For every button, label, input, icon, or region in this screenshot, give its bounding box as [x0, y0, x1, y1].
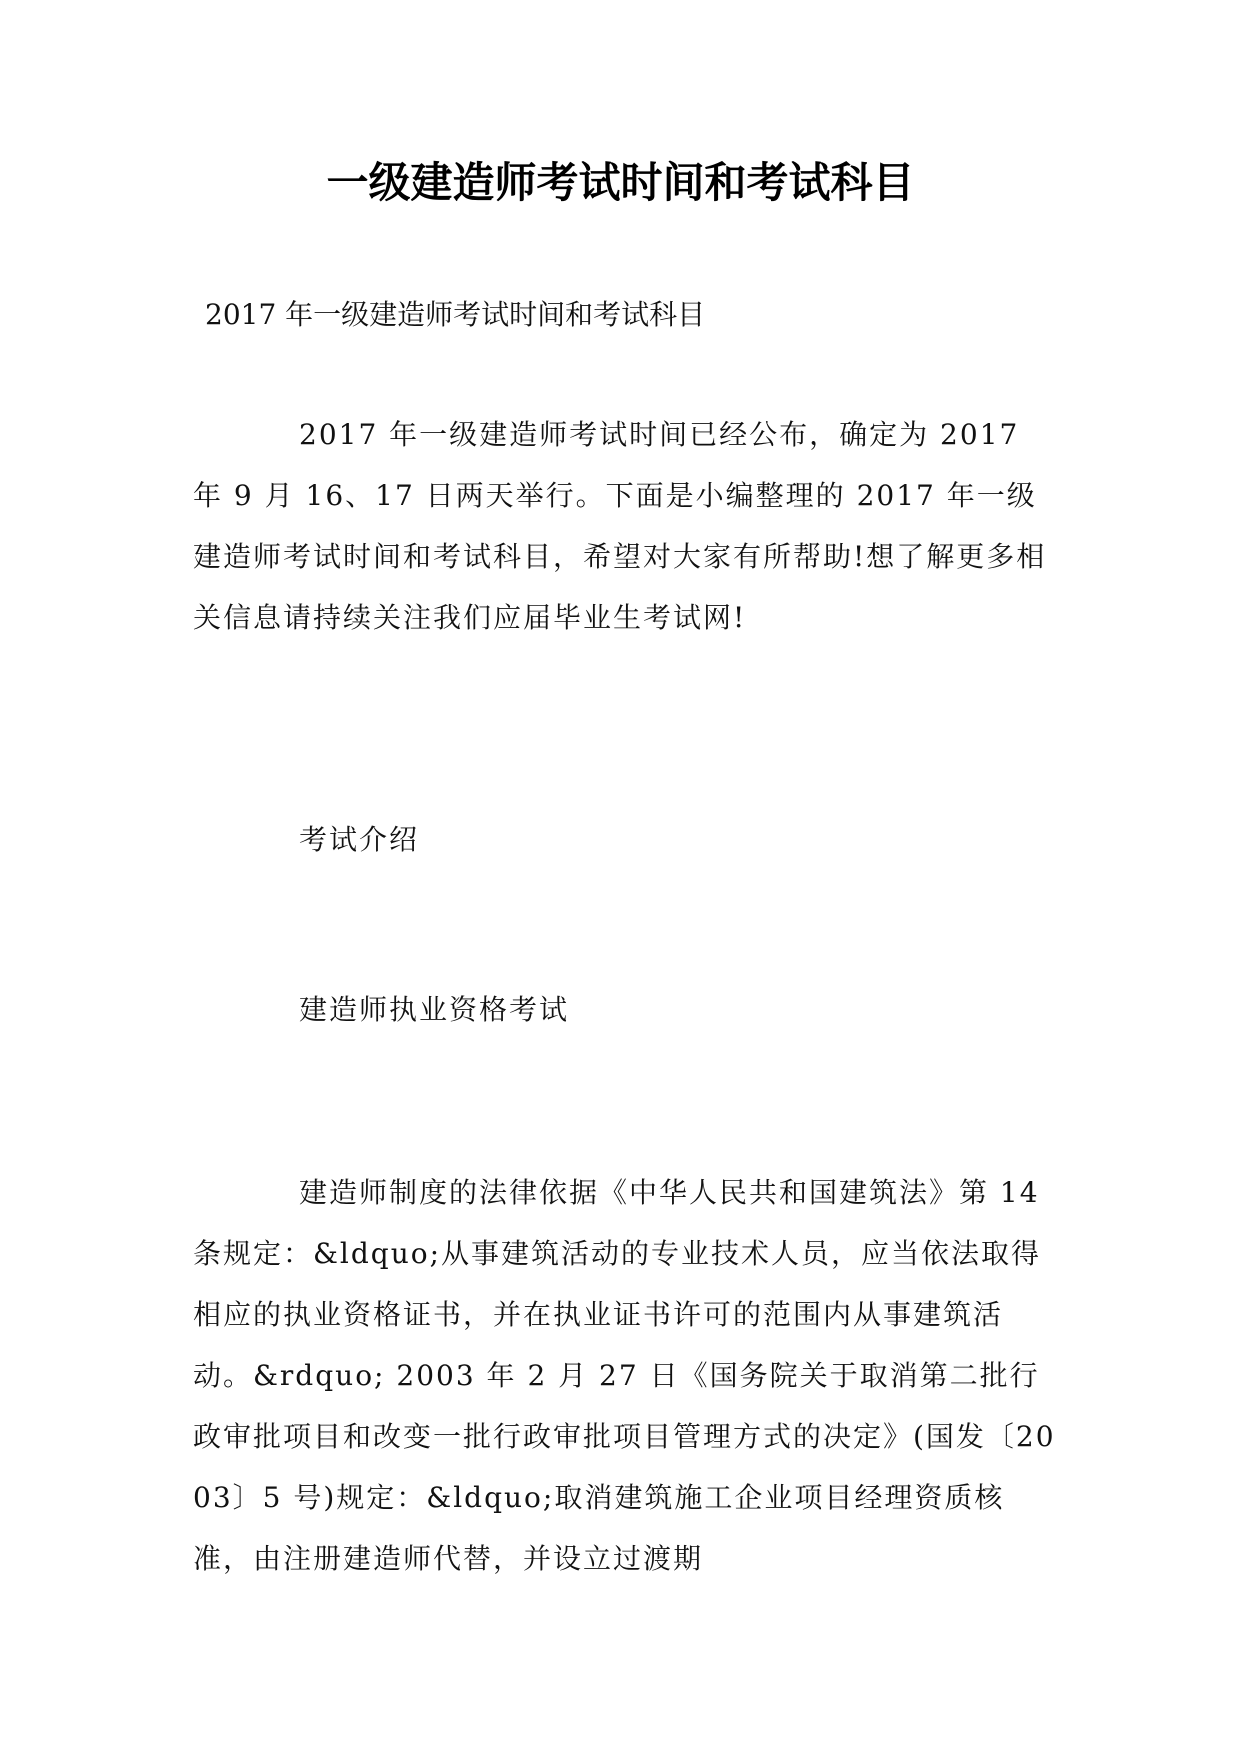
section-heading-qualification-exam: 建造师执业资格考试: [299, 993, 570, 1026]
legal-basis-paragraph: 建造师制度的法律依据《中华人民共和国建筑法》第 14 条规定：&ldquo;从事建筑活动的专业技术人员，应当依法取得相应的执业资格证书，并在执业证书许可的范围内从事建筑活动。&rdquo; 2003 年 2 月 27 日《国务院关于取消第二批行政审批项目和改变一批行政审批项目管理方式的决定》(国发〔2003〕5 号)规定：&ldquo;取消建筑施工企业项目经理资质核准，由注册建造师代替，并设立过渡期: [193, 1176, 1056, 1575]
section-heading-exam-intro: 考试介绍: [299, 823, 420, 856]
document-title: 一级建造师考试时间和考试科目: [326, 158, 915, 207]
intro-paragraph: 2017 年一级建造师考试时间已经公布，确定为 2017 年 9 月 16、17 日两天举行。下面是小编整理的 2017 年一级建造师考试时间和考试科目，希望对大家有所帮助!想了解更多相关信息请持续关注我们应届毕业生考试网!: [193, 418, 1047, 634]
document-subtitle: 2017 年一级建造师考试时间和考试科目: [205, 298, 706, 331]
